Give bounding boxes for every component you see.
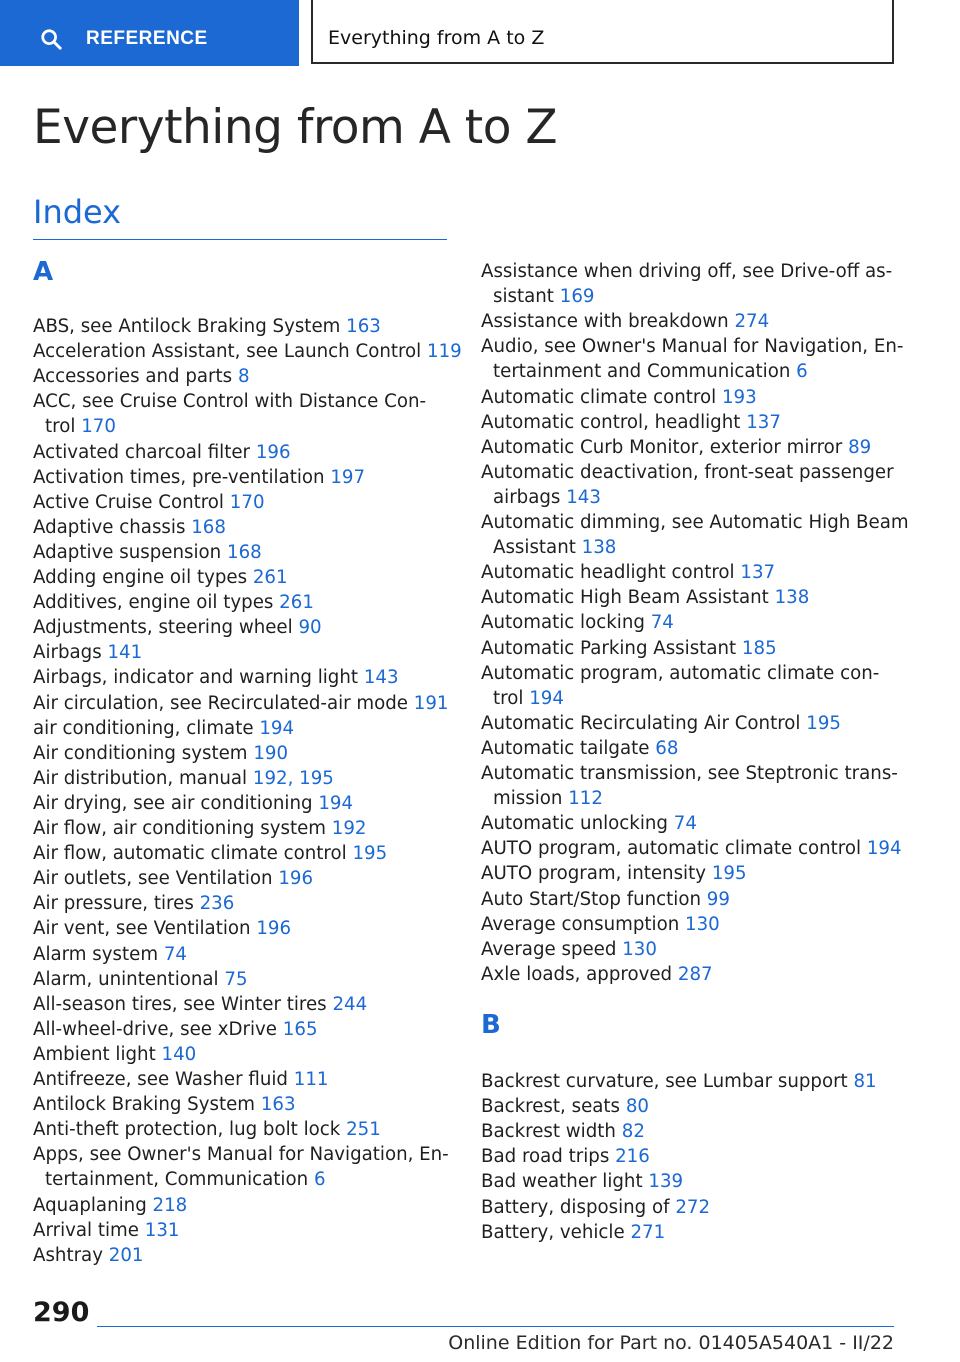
index-entry-continuation [481,359,903,384]
index-entry-term: Audio, see Owner's Manual for Navigation, En- [481,336,904,358]
page-reference-link[interactable]: 138 [774,587,810,609]
index-entry-term: Accessories and parts [33,366,233,388]
index-entry-term: Air flow, air conditioning system [33,818,326,839]
page-reference-link[interactable]: 81 [853,1071,877,1092]
index-entry [481,410,781,435]
index-entry [481,711,841,736]
page-reference-link[interactable]: 99 [706,888,730,910]
index-entry [481,309,769,334]
index-entry-term: Acceleration Assistant, see Launch Control [33,341,422,363]
index-entry [481,761,898,811]
index-entry [481,435,871,460]
letter-heading-b: B [481,1010,501,1040]
index-entry-continuation-text: airbags [493,486,561,508]
section-tab-label: REFERENCE [86,28,208,49]
page-reference-link[interactable]: 130 [685,913,720,935]
index-entry-continuation [33,414,426,439]
index-entry-term: Antilock Braking System [33,1094,256,1116]
page-reference-link[interactable]: 190 [253,742,289,764]
index-entry [33,1042,196,1067]
page-title: Everything from A to Z [33,100,558,155]
index-entry-term: Automatic transmission, see Steptronic trans- [481,763,898,784]
index-entry-continuation-text: sistant [493,286,554,307]
index-entry-term: Battery, disposing of [481,1196,670,1218]
index-entry [481,1169,683,1194]
page-reference-link[interactable]: 195 [806,712,841,734]
index-entry [481,912,720,937]
index-entry-term: Assistance with breakdown [481,311,729,333]
page-reference-link[interactable]: 89 [848,436,872,458]
index-entry [481,334,903,384]
index-entry-term: Automatic tailgate [481,737,650,759]
index-entry [33,791,353,816]
index-entry-continuation-text: tertainment and Communication [493,361,791,383]
index-entry [33,816,367,841]
index-entry-continuation-text: tertainment, Communication [45,1169,309,1191]
index-entry [33,1117,381,1142]
index-entry-term: Airbags [33,642,102,664]
page-reference-link[interactable]: 195 [711,863,747,885]
index-entry-term: Adding engine oil types [33,567,248,588]
page-reference-link[interactable]: 261 [252,567,288,588]
index-entry [33,565,288,590]
index-entry-term: Automatic deactivation, front-seat passenger [481,461,894,483]
page-reference-link[interactable]: 6 [313,1169,326,1191]
page-reference-link[interactable]: 6 [796,361,808,383]
section-title: Index [33,193,122,231]
index-entry [33,540,262,565]
index-entry-continuation [481,485,894,510]
index-entry-term: Automatic locking [481,612,645,634]
page-reference-link[interactable]: 287 [677,963,713,985]
index-entry [33,590,314,615]
page-reference-link[interactable]: 119 [427,341,462,363]
index-entry-term: Air distribution, manual [33,767,248,789]
page-reference-link[interactable]: 143 [363,667,399,689]
page-reference-link[interactable]: 8 [237,366,250,388]
index-entry [33,716,294,741]
index-entry [481,1195,710,1220]
page-reference-link[interactable]: 111 [293,1069,329,1090]
page-reference-link[interactable]: 130 [622,938,657,960]
index-entry-term: Bad road trips [481,1146,610,1168]
index-entry-term: Automatic headlight control [481,562,735,584]
index-entry-term: Anti-theft protection, lug bolt lock [33,1119,341,1141]
page-reference-link[interactable]: 251 [346,1119,381,1141]
index-entry [481,585,809,610]
index-entry [33,465,365,490]
index-entry [481,937,657,962]
index-entry [33,1243,143,1268]
index-entry-term: Backrest, seats [481,1096,621,1118]
index-entry-term: Air pressure, tires [33,893,194,915]
index-entry [33,1017,318,1042]
section-tab-reference[interactable] [0,0,299,66]
page-reference-link[interactable]: 165 [282,1018,318,1040]
index-entry [33,916,291,941]
index-entry [33,942,187,967]
index-entry-term: Automatic unlocking [481,813,668,835]
index-entry-term: Automatic Curb Monitor, exterior mirror [481,436,843,458]
index-entry-continuation-text: Assistant [493,537,576,558]
page-reference-link[interactable]: 272 [675,1196,711,1218]
page-reference-link[interactable]: 192, 195 [252,767,334,789]
index-entry [33,766,334,791]
page-reference-link[interactable]: 192 [331,818,367,839]
index-entry [33,1218,179,1243]
index-entry [33,1193,187,1218]
index-entry [33,866,313,891]
index-entry [33,1142,449,1192]
index-entry [33,389,426,439]
index-entry-term: Average speed [481,938,617,960]
page-reference-link[interactable]: 196 [278,868,314,890]
index-entry [481,887,730,912]
index-entry-term: Average consumption [481,913,680,935]
index-entry [481,1144,650,1169]
page-reference-link[interactable]: 271 [630,1221,666,1243]
index-entry-term: Ashtray [33,1244,103,1266]
index-entry-continuation [481,535,909,560]
index-entry [481,1069,877,1094]
index-entry-term: Air flow, automatic climate control [33,843,347,865]
index-entry-continuation-text: mission [493,788,563,809]
index-entry-term: Aquaplaning [33,1194,147,1216]
index-entry-continuation-text: trol [45,416,76,438]
page-reference-link[interactable]: 193 [721,386,757,408]
page-reference-link[interactable]: 216 [615,1146,650,1168]
page-reference-link[interactable]: 197 [330,466,366,488]
index-entry-term: Ambient light [33,1043,156,1065]
index-entry-term: Apps, see Owner's Manual for Navigation, En- [33,1144,449,1166]
page-reference-link[interactable]: 137 [740,562,776,584]
page-number: 290 [33,1297,90,1328]
index-entry [33,1067,328,1092]
index-entry-continuation-text: trol [493,687,524,709]
index-entry [33,665,399,690]
page-reference-link[interactable]: 196 [256,918,292,940]
page-reference-link[interactable]: 80 [625,1096,649,1118]
index-entry-term: AUTO program, automatic climate control [481,838,862,860]
page-reference-link[interactable]: 131 [144,1219,180,1241]
index-entry-term: Axle loads, approved [481,963,673,985]
page-reference-link[interactable]: 274 [734,311,770,333]
letter-heading-a: A [33,257,54,287]
index-entry-term: ACC, see Cruise Control with Distance Con- [33,391,427,413]
page-reference-link[interactable]: 163 [260,1094,296,1116]
page-reference-link[interactable]: 194 [866,838,902,860]
index-entry [481,460,894,510]
index-entry [33,640,142,665]
page-reference-link[interactable]: 196 [255,441,291,463]
page-reference-link[interactable]: 168 [227,541,262,563]
index-entry [33,339,462,364]
page-reference-link[interactable]: 195 [352,843,388,865]
index-entry-term: Activated charcoal filter [33,441,251,463]
page-reference-link[interactable]: 90 [298,617,322,639]
index-entry-term: ABS, see Antilock Braking System [33,316,341,337]
index-entry-term: Airbags, indicator and warning light [33,667,359,689]
index-entry-term: air conditioning, climate [33,717,254,739]
index-entry [481,259,892,309]
index-entry-term: All-season tires, see Winter tires [33,993,327,1015]
index-entry [481,510,909,560]
index-entry [481,661,879,711]
page-reference-link[interactable]: 75 [224,968,248,990]
page-reference-link[interactable]: 168 [191,516,226,538]
index-entry [33,841,387,866]
index-entry-term: Automatic control, headlight [481,411,741,433]
footer-edition: Online Edition for Part no. 01405A540A1 - II/22 [448,1332,894,1354]
index-entry-continuation [481,786,898,811]
index-entry [481,560,775,585]
index-entry-continuation [481,686,879,711]
page-reference-link[interactable]: 138 [581,537,617,558]
index-entry-term: Additives, engine oil types [33,592,274,614]
index-entry-term: Alarm, unintentional [33,968,219,990]
chapter-tab-label: Everything from A to Z [328,27,545,49]
index-entry [481,1094,649,1119]
index-entry [481,1220,665,1245]
index-entry-term: Automatic dimming, see Automatic High Beam [481,512,909,533]
page-reference-link[interactable]: 74 [650,612,674,634]
footer-divider [97,1326,894,1327]
index-entry-term: Arrival time [33,1219,139,1241]
index-entry-term: Adaptive chassis [33,516,186,538]
index-entry [33,615,322,640]
index-entry-term: Air circulation, see Recirculated-air mode [33,692,408,714]
page-reference-link[interactable]: 244 [332,993,368,1015]
index-entry [481,636,777,661]
page-reference-link[interactable]: 74 [673,813,697,835]
page-reference-link[interactable]: 261 [279,592,314,614]
index-entry [481,962,713,987]
index-entry-term: All-wheel-drive, see xDrive [33,1018,277,1040]
page-reference-link[interactable]: 218 [152,1194,188,1216]
index-entry-term: Alarm system [33,943,159,965]
index-entry-term: Bad weather light [481,1171,643,1193]
index-entry-term: Automatic climate control [481,386,717,408]
page-reference-link[interactable]: 185 [741,637,777,659]
index-entry-term: Adaptive suspension [33,541,222,563]
page-reference-link[interactable]: 201 [108,1244,144,1266]
index-entry [481,736,678,761]
index-entry-term: Automatic program, automatic climate con- [481,662,880,684]
index-entry-term: AUTO program, intensity [481,863,707,885]
index-entry-term: Antifreeze, see Washer fluid [33,1069,288,1090]
index-entry [33,1092,296,1117]
index-entry-continuation [33,1167,449,1192]
index-entry [481,861,747,886]
index-entry-term: Automatic High Beam Assistant [481,587,769,609]
index-entry [481,1119,645,1144]
page-reference-link[interactable]: 163 [346,316,381,337]
index-entry-term: Air vent, see Ventilation [33,918,251,940]
page-reference-link[interactable]: 194 [529,687,564,709]
index-entry [33,440,291,465]
page-reference-link[interactable]: 194 [318,792,354,814]
index-entry [481,836,902,861]
index-entry-term: Backrest width [481,1121,616,1143]
index-entry-term: Adjustments, steering wheel [33,617,293,639]
index-entry-term: Air conditioning system [33,742,248,764]
chapter-tab[interactable] [311,0,894,64]
page-reference-link[interactable]: 194 [259,717,295,739]
page-reference-link[interactable]: 137 [746,411,781,433]
page-reference-link[interactable]: 139 [648,1171,684,1193]
index-entry-term: Assistance when driving off, see Drive-off as- [481,261,893,282]
page-reference-link[interactable]: 140 [161,1043,197,1065]
index-entry [33,490,265,515]
index-entry-term: Air drying, see air conditioning [33,792,313,814]
search-icon [40,28,62,50]
page-reference-link[interactable]: 169 [559,286,595,307]
page-reference-link[interactable]: 74 [163,943,188,965]
section-divider [33,239,447,240]
page-reference-link[interactable]: 68 [655,737,679,759]
index-entry [33,314,381,339]
top-header [0,0,960,66]
page-reference-link[interactable]: 191 [413,692,449,714]
page-reference-link[interactable]: 170 [81,416,116,438]
index-entry-term: Automatic Parking Assistant [481,637,737,659]
index-entry [33,741,288,766]
index-entry-term: Battery, vehicle [481,1221,625,1243]
index-entry [33,891,234,916]
page-reference-link[interactable]: 143 [566,486,601,508]
index-entry [481,385,757,410]
index-entry-continuation [481,284,892,309]
index-entry-term: Automatic Recirculating Air Control [481,712,801,734]
index-entry [33,992,367,1017]
page-reference-link[interactable]: 170 [229,491,265,513]
index-entry [481,811,697,836]
index-entry-term: Backrest curvature, see Lumbar support [481,1071,848,1092]
index-entry-term: Auto Start/Stop function [481,888,701,910]
index-entry [33,515,226,540]
page-reference-link[interactable]: 236 [199,893,235,915]
index-entry-term: Activation times, pre-ventilation [33,466,325,488]
page-reference-link[interactable]: 82 [621,1121,645,1143]
index-entry [33,967,248,992]
page-reference-link[interactable]: 112 [568,788,603,809]
index-entry [33,691,449,716]
index-entry-term: Active Cruise Control [33,491,224,513]
index-entry [33,364,250,389]
index-entry [481,610,674,635]
page-reference-link[interactable]: 141 [107,642,143,664]
index-entry-term: Air outlets, see Ventilation [33,868,273,890]
